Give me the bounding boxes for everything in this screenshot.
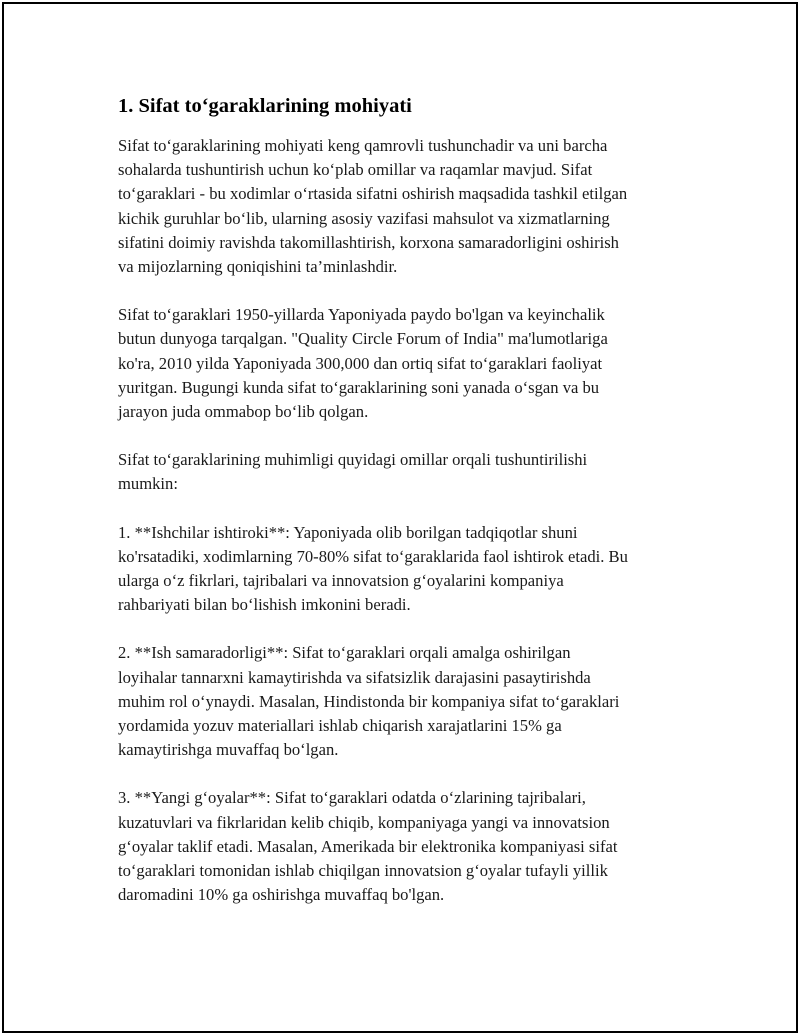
paragraph-history: Sifat to‘garaklari 1950-yillarda Yaponiyada paydo bo'lgan va keyinchalik butun dunyoga tarqalgan. "Quality Circle Forum of India" ma'lumotlariga ko'ra, 2010 yilda Yaponiyada 300,000 dan ortiq sifat to‘garaklari faoliyat yuritgan. Bugungi kunda sifat to‘garaklarining soni yanada o‘sgan va bu jarayon juda ommabop bo‘lib qolgan. — [118, 305, 608, 422]
document-body — [118, 92, 698, 931]
paragraph-intro: Sifat to‘garaklarining mohiyati keng qamrovli tushunchadir va uni barcha sohalarda tushuntirish uchun ko‘plab omillar va raqamlar mavjud. Sifat to‘garaklari - bu xodimlar o‘rtasida sifatni oshirish maqsadida tashkil etilgan kichik guruhlar bo‘lib, ularning asosiy vazifasi mahsulot va xizmatlarning sifatini doimiy ravishda takomillashtirish, korxona samaradorligini oshirish va mijozlarning qoniqishini ta’minlashdir. — [118, 136, 628, 277]
list-item-work-efficiency: 2. **Ish samaradorligi**: Sifat to‘garaklari orqali amalga oshirilgan loyihalar tannarxni kamaytirishda va sifatsizlik darajasini pasaytirishda muhim rol o‘ynaydi. Masalan, Hindistonda bir kompaniya sifat to‘garaklari yordamida yozuv materiallari ishlab chiqarish xarajatlarini 15% ga kamaytirishga muvaffaq bo‘lgan. — [118, 643, 620, 760]
list-item-worker-participation: 1. **Ishchilar ishtiroki**: Yaponiyada olib borilgan tadqiqotlar shuni ko'rsatadiki, xodimlarning 70-80% sifat to‘garaklarida faol ishtirok etadi. Bu ularga o‘z fikrlari, tajribalari va innovatsion g‘oyalarini kompaniya rahbariyati bilan bo‘lishish imkonini beradi. — [118, 522, 628, 615]
list-item-new-ideas: 3. **Yangi g‘oyalar**: Sifat to‘garaklari odatda o‘zlarining tajribalari, kuzatuvlari va fikrlaridan kelib chiqib, kompaniyaga yangi va innovatsion g‘oyalar taklif etadi. Masalan, Amerikada bir elektronika kompaniyasi sifat to‘garaklari tomonidan ishlab chiqilgan innovatsion g‘oyalar tufayli yillik daromadini 10% ga oshirishga muvaffaq bo'lgan. — [118, 788, 618, 905]
paragraph-importance: Sifat to‘garaklarining muhimligi quyidagi omillar orqali tushuntirilishi mumkin: — [118, 450, 588, 494]
section-heading: 1. Sifat to‘garaklarining mohiyati — [118, 95, 412, 117]
